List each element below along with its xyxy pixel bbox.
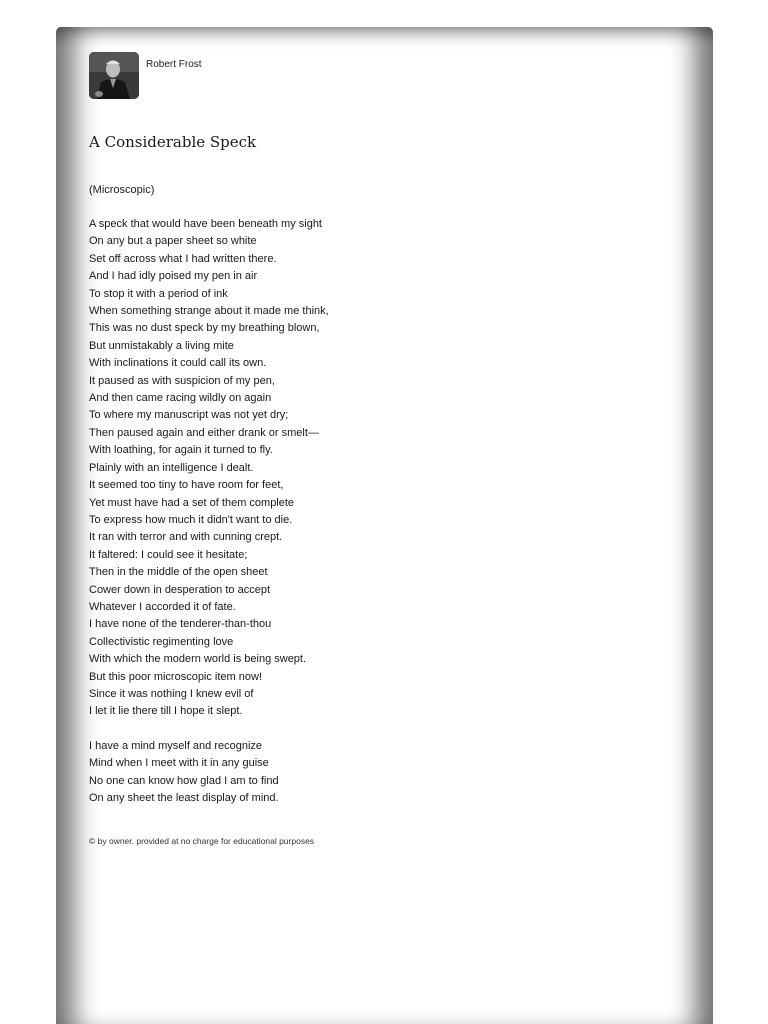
poem-subtitle: (Microscopic) <box>89 184 155 196</box>
poem-line: With which the modern world is being swept. <box>89 653 307 666</box>
poem-line: On any sheet the least display of mind. <box>89 792 279 805</box>
poem-line: It ran with terror and with cunning crept. <box>89 531 283 544</box>
poem-line: But this poor microscopic item now! <box>89 670 263 683</box>
poem-line: Cower down in desperation to accept <box>89 583 270 596</box>
poem-line: Collectivistic regimenting love <box>89 635 234 648</box>
author-name[interactable]: Robert Frost <box>146 59 202 70</box>
poem-line: It faltered: I could see it hesitate; <box>89 548 248 561</box>
poem-line: Whatever I accorded it of fate. <box>89 600 236 613</box>
poem-line: Plainly with an intelligence I dealt. <box>89 461 254 474</box>
poem-line: No one can know how glad I am to find <box>89 774 279 787</box>
poem-line: Mind when I meet with it in any guise <box>89 757 269 770</box>
poem-line: And then came racing wildly on again <box>89 392 272 405</box>
stanza-2 <box>89 738 279 808</box>
poem-line: I have a mind myself and recognize <box>89 740 263 752</box>
poem-line: Set off across what I had written there. <box>89 252 277 265</box>
author-portrait-icon <box>89 52 139 99</box>
poem-line: It seemed too tiny to have room for feet, <box>89 479 284 492</box>
poem-line: With inclinations it could call its own. <box>89 357 267 370</box>
poem-line: This was no dust speck by my breathing blown, <box>89 322 320 335</box>
poem-line: But unmistakably a living mite <box>89 339 234 352</box>
poem-line: On any but a paper sheet so white <box>89 235 257 248</box>
poem-page <box>56 27 713 1024</box>
poem-line: And I had idly poised my pen in air <box>89 270 258 283</box>
poem-line: It paused as with suspicion of my pen, <box>89 374 275 387</box>
copyright-notice: © by owner. provided at no charge for educational purposes <box>89 836 315 846</box>
poem-line: Then paused again and either drank or smelt— <box>89 426 319 439</box>
poem-line: To stop it with a period of ink <box>89 287 228 300</box>
poem-line: Since it was nothing I knew evil of <box>89 687 254 700</box>
poem-line: When something strange about it made me think, <box>89 305 329 318</box>
author-avatar[interactable] <box>89 52 139 99</box>
poem-line: I let it lie there till I hope it slept. <box>89 705 243 718</box>
poem-line: To where my manuscript was not yet dry; <box>89 409 289 422</box>
poem-line: With loathing, for again it turned to fly. <box>89 444 273 457</box>
poem-line: I have none of the tenderer-than-thou <box>89 618 272 631</box>
stanza-1 <box>89 216 329 721</box>
poem-title: A Considerable Speck <box>89 133 257 151</box>
poem-line: Yet must have had a set of them complete <box>89 496 295 509</box>
poem-line: Then in the middle of the open sheet <box>89 566 268 579</box>
poem-line: To express how much it didn't want to die. <box>89 513 293 526</box>
poem-line: A speck that would have been beneath my sight <box>89 218 322 230</box>
